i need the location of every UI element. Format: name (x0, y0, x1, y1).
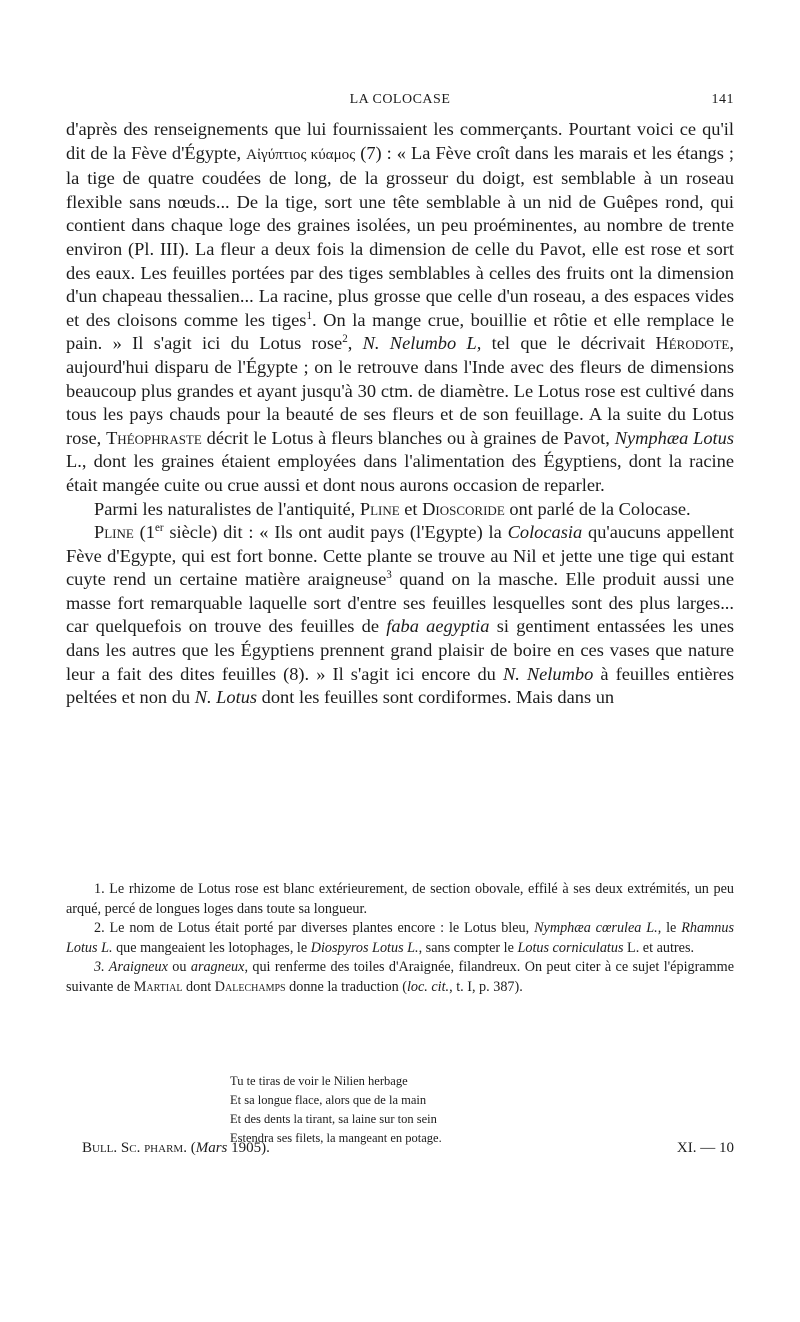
species-name: N. Nelumbo (502, 663, 594, 684)
paragraph-3: Pline (1er siècle) dit : « Ils ont audit pays (l'Egypte) la Colocasia qu'aucuns appellent Fève d'Egypte, qui est fort bonne. Cette plante se trouve au Nil et jette une tige qui estant cuyte rend un certaine matière araigneuse$^3$ quand on la masche. Elle produit aussi une masse fort remarquable laquelle sort d'entre ses feuilles lesquelles sont des plus larges... car quelquefois on trouve des feuilles de faba aegyptia si gentiment entassées les unes dans les autres que les Égyptiens prennent grand plaisir de boire en ces vases que nature leur a fait des dites feuilles (8). » Il s'agit ici encore du N. Nelumbo à feuilles entières peltées et non du N. Lotus dont les feuilles sont cordiformes. Mais dans un (66, 521, 735, 708)
page-footer (66, 1140, 734, 1162)
footnote-1: 1. Le rhizome de Lotus rose est blanc extérieurement, de section obovale, effilé à ses deux extrémités, un peu arqué, percé de longues loges dans toute sa longueur. (66, 881, 734, 917)
volume-signature: XI. — 10 (676, 1140, 734, 1156)
epigram-poem (230, 1072, 650, 1148)
poem-line: Tu te tiras de voir le Nilien herbage (230, 1074, 408, 1088)
journal-citation: Bull. Sc. pharm. (Mars 1905). (82, 1140, 270, 1156)
species-name: faba aegyptia (386, 616, 490, 637)
author-name: Pline (359, 498, 400, 519)
greek-term: Αἰγύπτιος κύαμος (246, 146, 356, 163)
author-name: Pline (94, 522, 134, 543)
author-name: Martial (133, 978, 183, 995)
author-name: Dalechamps (214, 978, 286, 995)
footnote-ref-1: 1 (306, 309, 312, 322)
poem-line: Et sa longue flace, alors que de la main (230, 1093, 427, 1107)
running-header (66, 92, 734, 112)
author-name: Théophraste (106, 427, 202, 448)
species-name: N. Nelumbo L, (362, 333, 482, 354)
body-text (66, 118, 734, 710)
footnote-ref-2: 2 (342, 333, 348, 346)
paragraph-1: d'après des renseignements que lui fournissaient les commerçants. Pourtant voici ce qu'il dit de la Fève d'Égypte, Αἰγύπτιος κύαμος (7) : « La Fève croît dans les marais et les étangs ; la tige de quatre coudées de long, de la grosseur du doigt, est semblable à un roseau flexible sans nœuds... De la tige, sort une tête semblable à un nid de Guêpes rond, qui contient dans chaque loge des graines isolées, un peu proéminentes, au nombre de trente environ (Pl. III). La fleur a deux fois la dimension de celle du Pavot, elle est rose et sort des eaux. Les feuilles portées par des tiges semblables à celles des fruits ont la dimension d'un chapeau thessalien... La racine, plus grosse que celle d'un roseau, a des espaces vides et des cloisons comme les tiges$^1$. On la mange crue, bouillie et rôtie et elle remplace le pain. » Il s'agit ici du Lotus rose$^2$, N. Nelumbo L, tel que le décrivait Hérodote, aujourd'hui disparu de l'Égypte ; on le retrouve dans l'Inde avec des fleurs de dimensions beaucoup plus grandes et ayant jusqu'à 30 ctm. de diamètre. Le Lotus rose est cultivé dans tous les pays chauds pour la beauté de ses fleurs et de son feuillage. A la suite du Lotus rose, Théophraste décrit le Lotus à fleurs blanches ou à graines de Pavot, Nymphæa Lotus L., dont les graines étaient employées dans l'alimentation des Égyptiens, dont la racine était mangée cuite ou crue aussi et dont nous aurons occasion de reparler. (66, 119, 735, 495)
footnote-3: 3. Araigneux ou aragneux, qui renferme des toiles d'Araignée, filandreux. On peut citer à ce sujet l'épigramme suivante de Martial dont Dalechamps donne la traduction (loc. cit., t. I, p. 387). (66, 959, 735, 995)
running-title: LA COLOCASE (349, 92, 451, 107)
species-name: Nymphæa Lotus (614, 427, 734, 448)
poem-line: Et des dents la tirant, sa laine sur ton sein (230, 1112, 437, 1126)
poem-line: Estendra ses filets, la mangeant en potage. (230, 1131, 442, 1145)
species-name: N. Lotus (194, 687, 258, 708)
author-name: Dioscoride (422, 498, 505, 519)
footnotes (66, 880, 734, 998)
species-name: Colocasia (507, 522, 583, 543)
paragraph-2: Parmi les naturalistes de l'antiquité, Pline et Dioscoride ont parlé de la Colocase. (94, 498, 691, 519)
footnote-ref-3: 3 (386, 569, 392, 582)
author-name: Hérodote (655, 333, 730, 354)
page-number: 141 (711, 92, 734, 107)
footnote-2: 2. Le nom de Lotus était porté par diverses plantes encore : le Lotus bleu, Nymphæa cœrulea L., le Rhamnus Lotus L. que mangeaient les lotophages, le Diospyros Lotus L., sans compter le Lotus corniculatus L. et autres. (66, 920, 735, 956)
